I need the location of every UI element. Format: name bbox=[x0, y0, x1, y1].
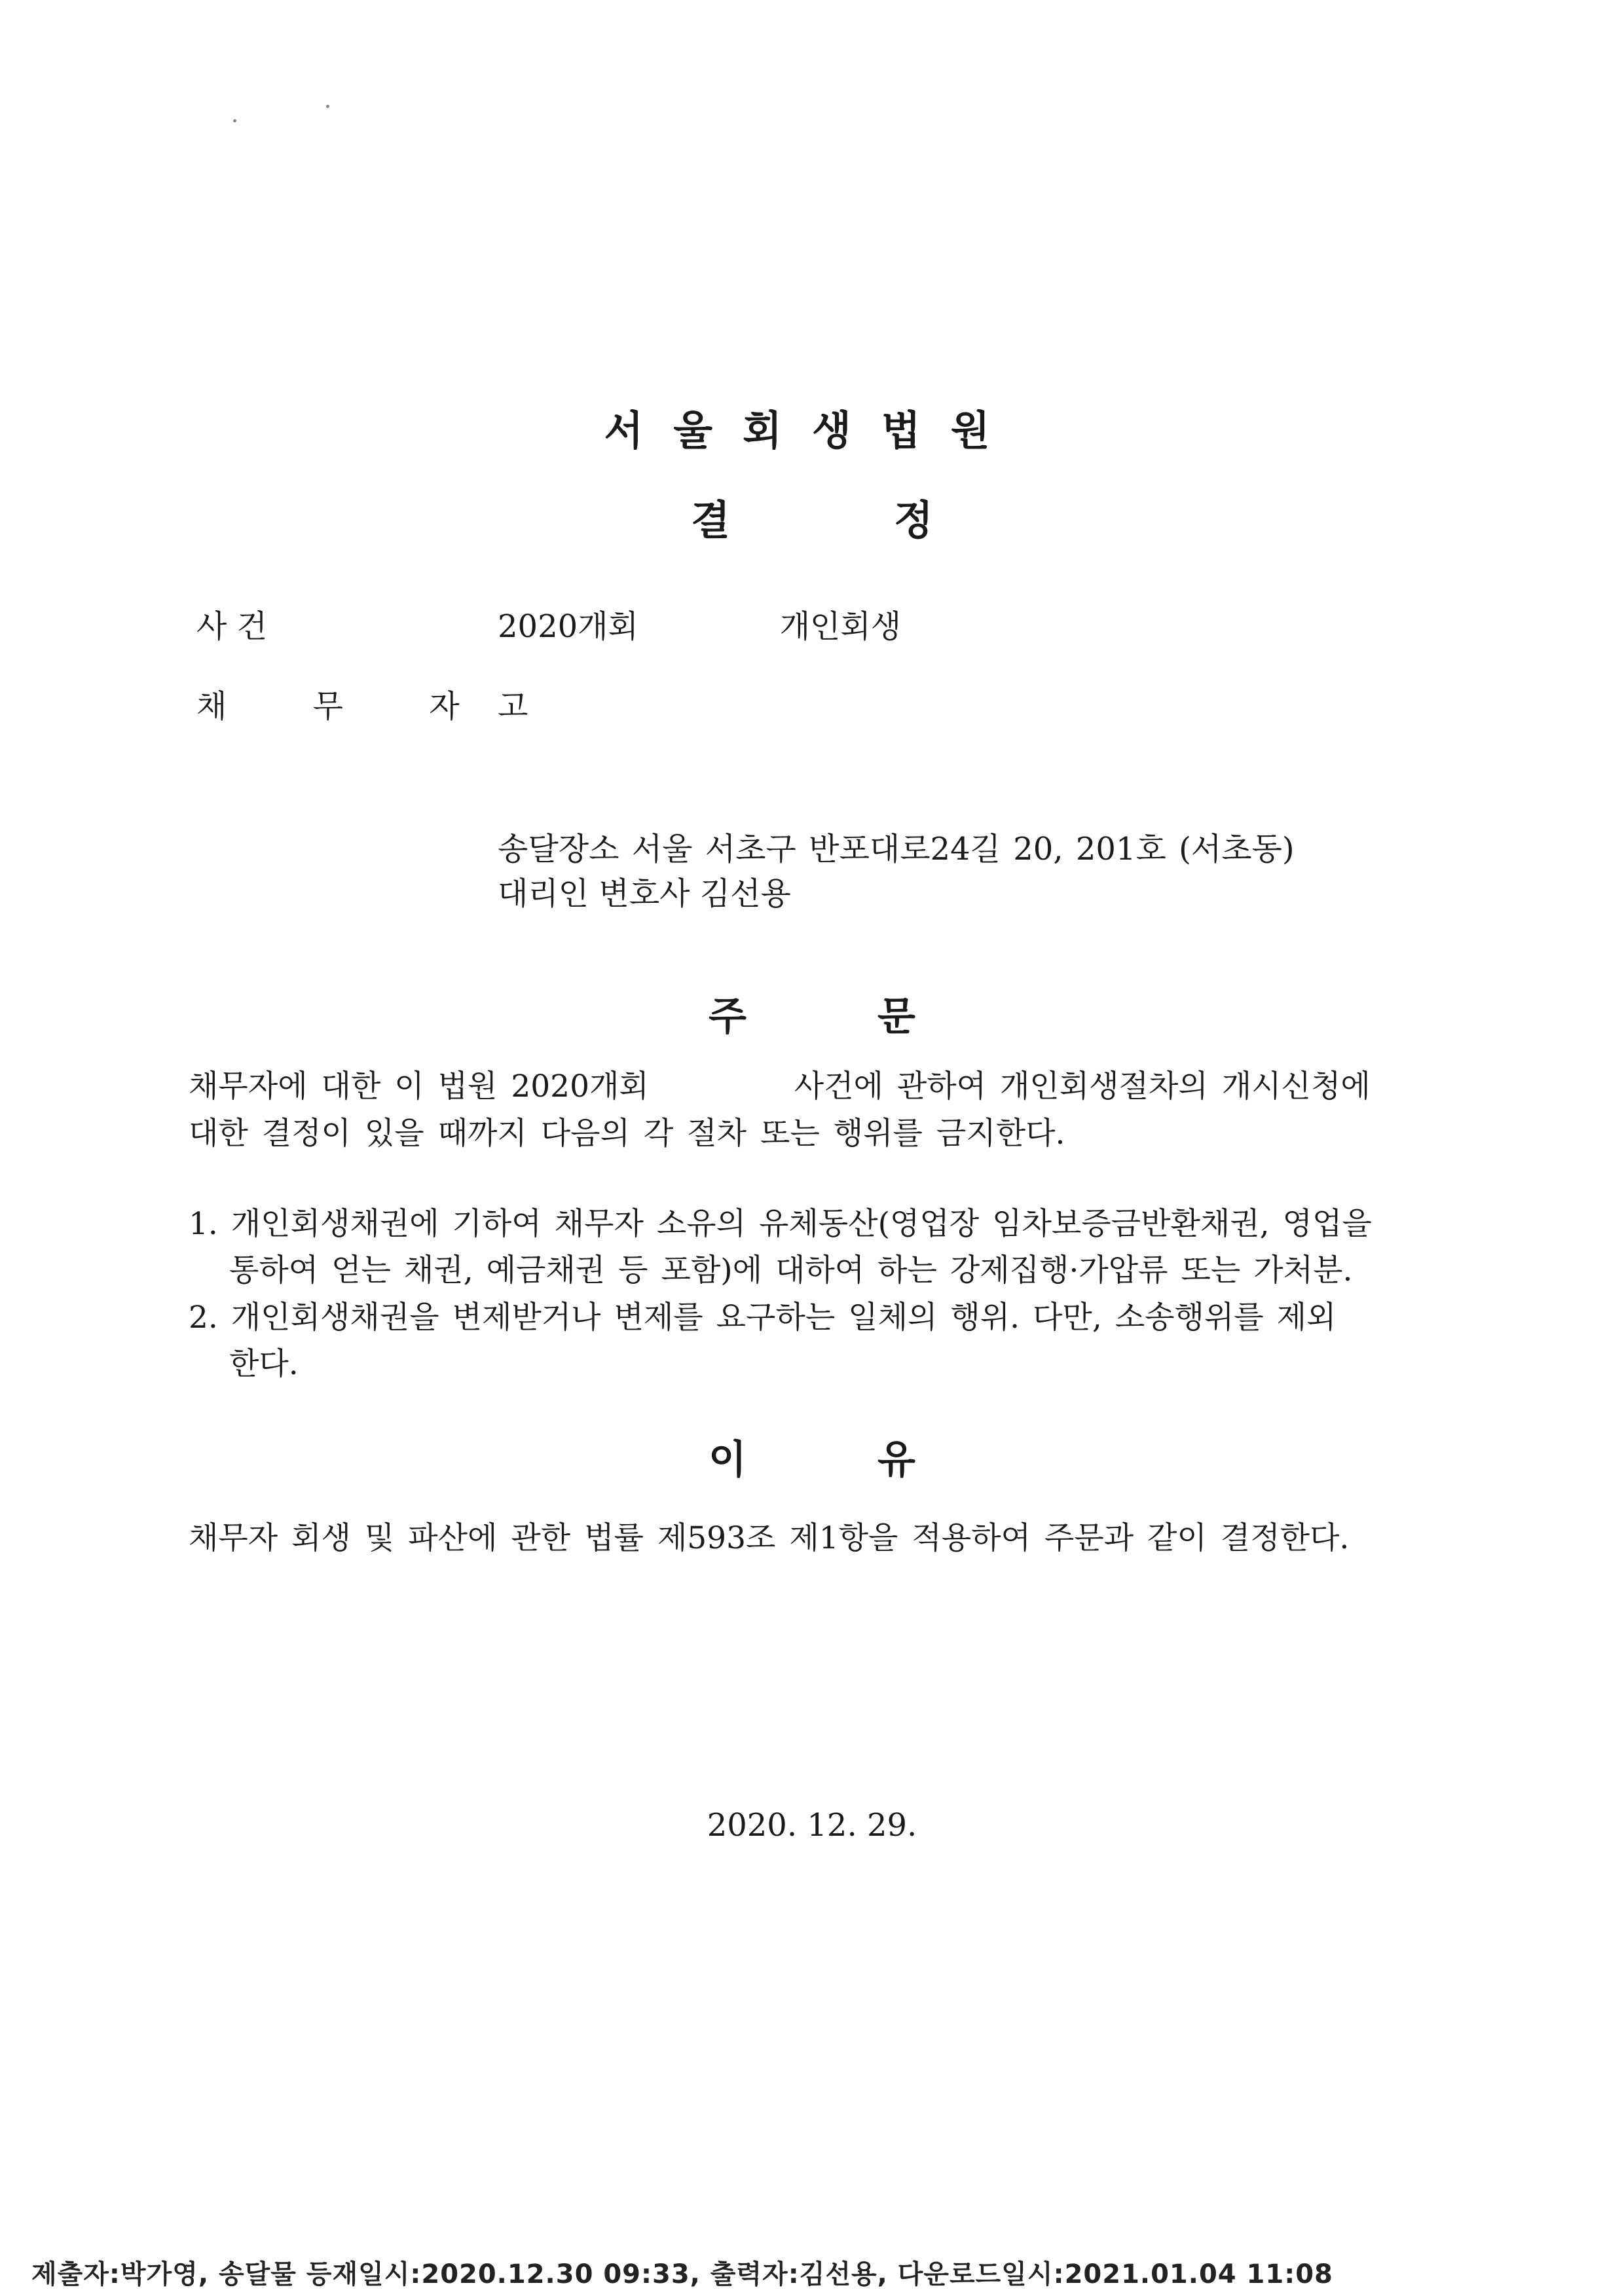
reason-text: 채무자 회생 및 파산에 관한 법률 제593조 제1항을 적용하여 주문과 같이 결정한다. bbox=[189, 1520, 1350, 1556]
order-text-line-2: 대한 결정이 있을 때까지 다음의 각 절차 또는 행위를 금지한다. bbox=[189, 1116, 1065, 1152]
order-text-part-a: 채무자에 대한 이 법원 2020개회 bbox=[189, 1068, 649, 1104]
order-item-2-line-2: 한다. bbox=[229, 1346, 299, 1382]
print-footer: 제출자:박가영, 송달물 등재일시:2020.12.30 09:33, 출력자:김선용, 다운로드일시:2021.01.04 11:08 bbox=[31, 2259, 1333, 2289]
order-text-line-1 bbox=[189, 1062, 1371, 1106]
document-title: 결정 bbox=[691, 496, 1097, 544]
case-number: 2020개회 bbox=[498, 608, 638, 645]
decision-date: 2020. 12. 29. bbox=[707, 1807, 917, 1844]
delivery-agent: 대리인 변호사 김선용 bbox=[498, 875, 791, 912]
delivery-address: 송달장소 서울 서초구 반포대로24길 20, 201호 (서초동) bbox=[498, 831, 1295, 867]
reason-heading: 이유 bbox=[709, 1437, 1046, 1483]
order-heading: 주문 bbox=[709, 994, 1046, 1040]
debtor-label: 채 무 자 bbox=[196, 688, 498, 725]
scan-speck bbox=[326, 105, 329, 108]
court-name: 서울회생법원 bbox=[604, 407, 1020, 454]
case-type: 개인회생 bbox=[779, 608, 902, 645]
scan-speck bbox=[233, 119, 236, 122]
order-item-2-line-1: 2. 개인회생채권을 변제받거나 변제를 요구하는 일체의 행위. 다만, 소송행위를 제외 bbox=[189, 1300, 1337, 1336]
order-item-1-line-1: 1. 개인회생채권에 기하여 채무자 소유의 유체동산(영업장 임차보증금반환채권, 영업을 bbox=[189, 1206, 1372, 1242]
order-text-part-b: 사건에 관하여 개인회생절차의 개시신청에 bbox=[794, 1068, 1371, 1104]
order-item-1-line-2: 통하여 얻는 채권, 예금채권 등 포함)에 대하여 하는 강제집행·가압류 또는 가처분. bbox=[229, 1252, 1353, 1288]
case-value bbox=[498, 601, 901, 646]
debtor-name: 고 bbox=[498, 688, 528, 725]
case-label: 사 건 bbox=[196, 608, 267, 645]
